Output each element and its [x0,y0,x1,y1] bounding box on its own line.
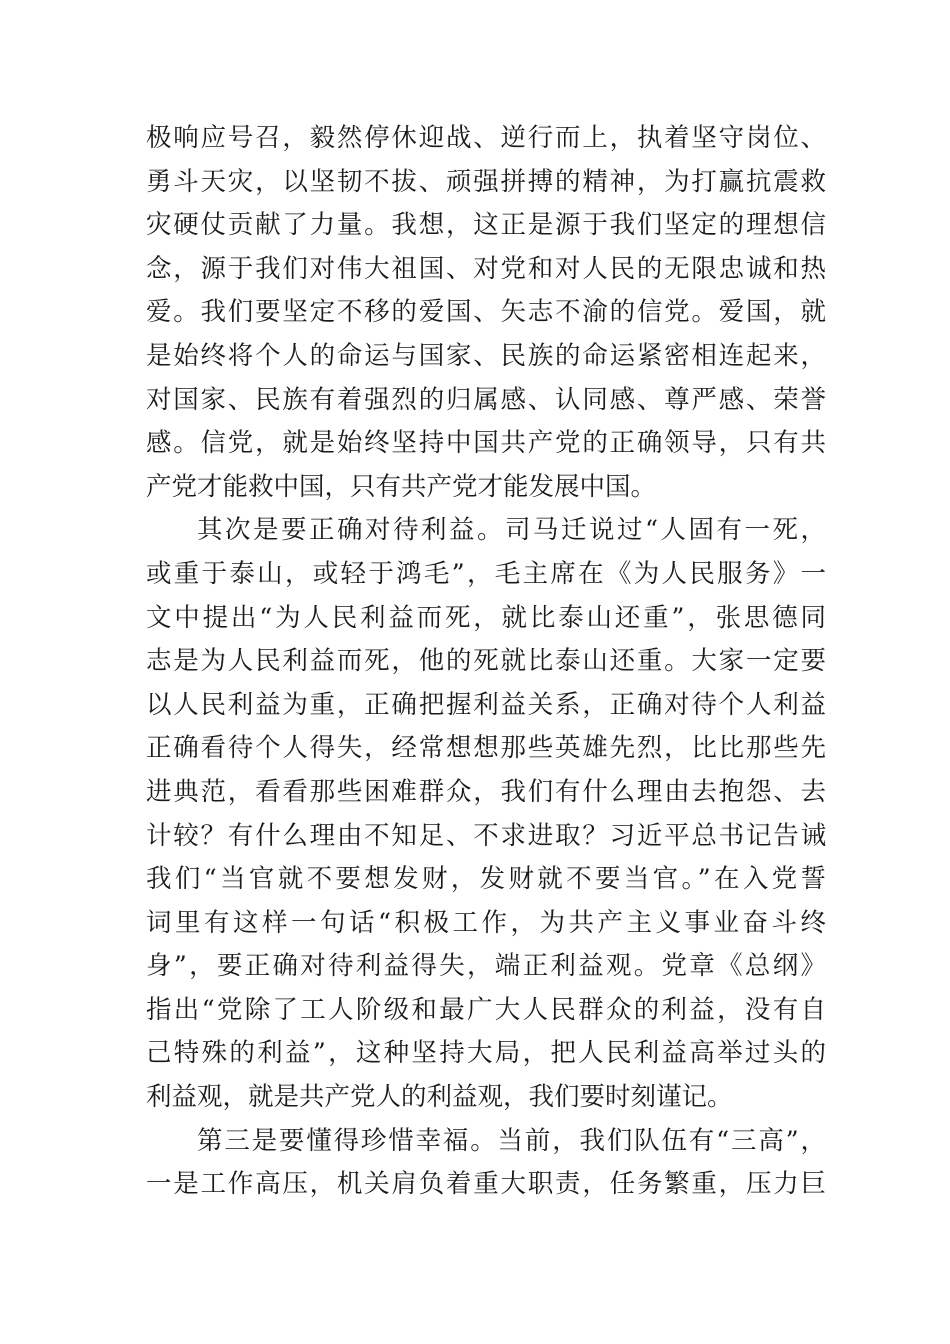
text-line: 极响应号召，毅然停休迎战、逆行而上，执着坚守岗位、 [146,123,826,153]
body-text [146,117,826,1207]
text-line: 词里有这样一句话“积极工作，为共产主义事业奋斗终 [146,907,826,938]
text-line: 计较？有什么理由不知足、不求进取？习近平总书记告诫 [146,820,826,851]
paragraph-end-line: 利益观，就是共产党人的利益观，我们要时刻谨记。 [146,1082,733,1113]
text-line: 念，源于我们对伟大祖国、对党和对人民的无限忠诚和热 [146,253,826,284]
text-line: 进典范，看看那些困难群众，我们有什么理由去抱怨、去 [146,776,826,807]
text-line: 灾硬仗贡献了力量。我想，这正是源于我们坚定的理想信 [146,210,826,241]
text-line: 感。信党，就是始终坚持中国共产党的正确领导，只有共 [146,428,826,459]
text-line: 文中提出“为人民利益而死，就比泰山还重”，张思德同 [146,602,826,633]
text-line: 以人民利益为重，正确把握利益关系，正确对待个人利益 [146,689,826,720]
text-line: 是始终将个人的命运与国家、民族的命运紧密相连起来， [146,340,826,371]
paragraph-first-line: 第三是要懂得珍惜幸福。当前，我们队伍有“三高”， [197,1125,826,1156]
text-line: 己特殊的利益”，这种坚持大局，把人民利益高举过头的 [146,1038,826,1069]
text-line: 身”，要正确对待利益得失，端正利益观。党章《总纲》 [146,951,826,982]
text-line: 志是为人民利益而死，他的死就比泰山还重。大家一定要 [146,646,826,677]
paragraph-end-line: 产党才能救中国，只有共产党才能发展中国。 [146,471,657,502]
text-line: 一是工作高压，机关肩负着重大职责，任务繁重，压力巨 [146,1169,826,1200]
text-line: 对国家、民族有着强烈的归属感、认同感、尊严感、荣誉 [146,384,826,415]
text-line: 爱。我们要坚定不移的爱国、矢志不渝的信党。爱国，就 [146,297,826,328]
text-line: 勇斗天灾，以坚韧不拔、顽强拼搏的精神，为打赢抗震救 [146,166,826,197]
paragraph-first-line: 其次是要正确对待利益。司马迁说过“人固有一死， [197,515,826,546]
text-line: 我们“当官就不要想发财，发财就不要当官。”在入党誓 [146,864,826,895]
text-line: 正确看待个人得失，经常想想那些英雄先烈，比比那些先 [146,733,826,764]
text-line: 指出“党除了工人阶级和最广大人民群众的利益，没有自 [146,994,826,1025]
text-line: 或重于泰山，或轻于鸿毛”，毛主席在《为人民服务》一 [146,558,826,589]
